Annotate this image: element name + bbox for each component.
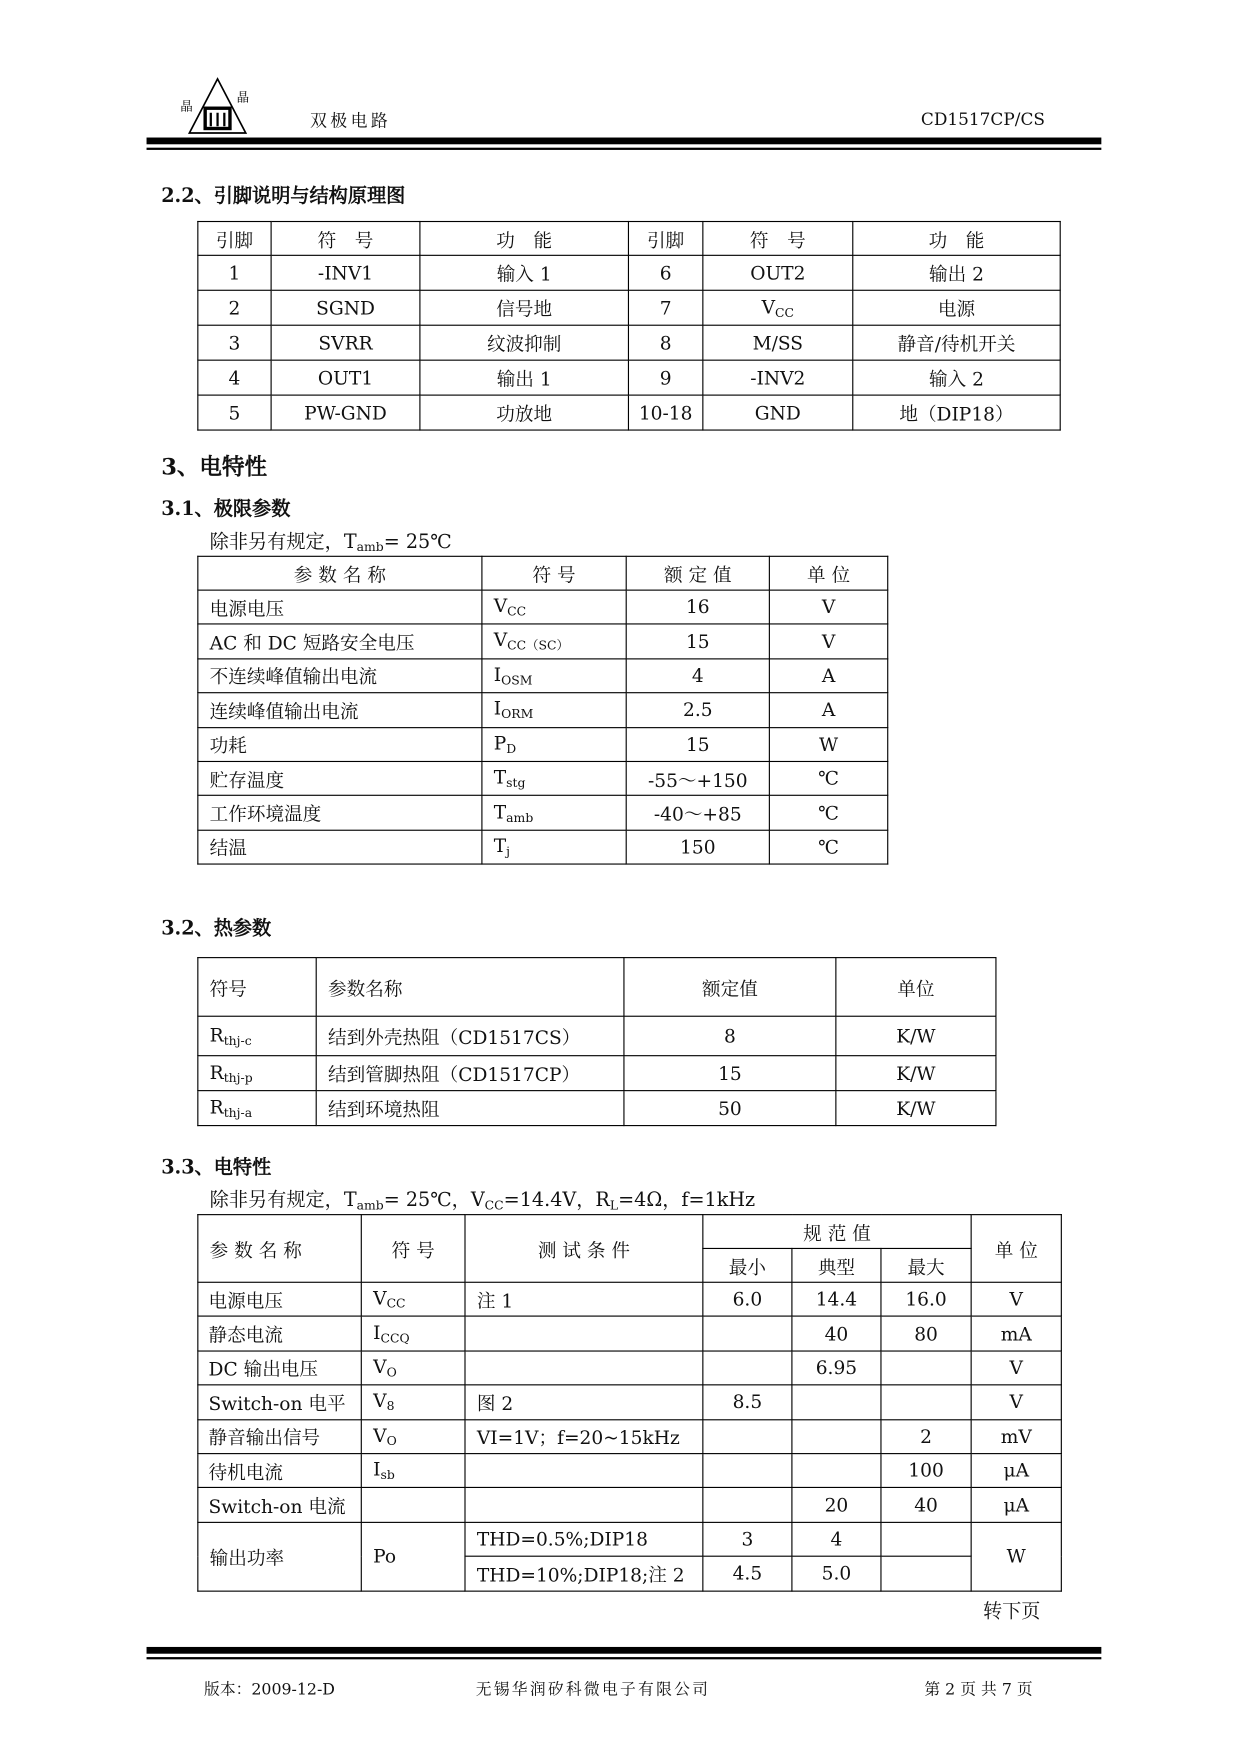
continued-label: 转下页	[982, 1600, 1041, 1624]
table-row	[198, 360, 1060, 395]
section-3-1-title: 3.1、极限参数	[161, 498, 291, 521]
table-cell: 输出 2	[853, 255, 1060, 290]
table-cell: GND	[703, 395, 853, 430]
symbol-text: T	[493, 835, 507, 857]
table-cell: K/W	[836, 1091, 996, 1126]
table-cell: ℃	[769, 830, 887, 864]
symbol-text: T	[493, 800, 507, 823]
symbol-subscript: CCQ	[380, 1330, 410, 1346]
table-cell	[482, 830, 626, 864]
table-cell	[703, 1419, 792, 1453]
table-cell: 40	[792, 1317, 881, 1351]
table-cell: 电源电压	[198, 590, 482, 624]
column-header: 额 定 值	[626, 556, 769, 590]
symbol-text: V	[493, 629, 508, 651]
table-cell	[361, 1419, 465, 1453]
table-row	[198, 1091, 996, 1126]
table-cell: 电源	[853, 290, 1060, 325]
section-3-3-note	[210, 1184, 755, 1213]
table-cell: 工作环境温度	[198, 796, 482, 830]
column-header: 符 号	[703, 222, 853, 256]
table-header-row	[198, 222, 1060, 256]
symbol-text: R	[209, 1061, 224, 1083]
table-cell	[482, 693, 626, 727]
table-cell: 2.5	[626, 693, 769, 727]
table-cell: -55～+150	[626, 761, 769, 795]
symbol-subscript: 8	[386, 1399, 395, 1415]
column-header: 符号	[198, 958, 316, 1017]
symbol-text: I	[493, 698, 502, 720]
table-cell	[361, 1454, 465, 1488]
table-cell: 1	[198, 255, 271, 290]
table-cell	[361, 1317, 465, 1351]
section-3-3-title: 3.3、电特性	[161, 1156, 272, 1180]
table-cell: 15	[624, 1056, 836, 1091]
thermal-table	[197, 957, 996, 1126]
column-header: 参 数 名 称	[198, 556, 482, 590]
column-header: 符 号	[482, 556, 626, 590]
table-cell: ℃	[769, 796, 887, 830]
table-cell: 3	[703, 1522, 792, 1556]
table-cell: 6	[628, 255, 702, 290]
table-cell: 4	[626, 659, 769, 693]
table-cell: 16.0	[881, 1282, 971, 1316]
symbol-text: V	[493, 595, 508, 617]
note-text: = 25℃	[383, 530, 452, 554]
table-cell: 信号地	[420, 290, 629, 325]
column-header: 额定值	[624, 958, 836, 1017]
table-cell	[361, 1351, 465, 1385]
table-cell: THD=10%;DIP18;注 2	[465, 1556, 703, 1590]
table-cell: -40～+85	[626, 796, 769, 830]
table-cell	[881, 1385, 971, 1419]
table-cell	[703, 1488, 792, 1522]
column-header: 符 号	[361, 1215, 465, 1283]
table-cell	[482, 624, 626, 658]
table-cell: 100	[881, 1454, 971, 1488]
symbol-subscript: ORM	[501, 707, 534, 722]
symbol-text: R	[209, 1096, 224, 1118]
table-cell	[482, 659, 626, 693]
table-cell: 2	[198, 290, 271, 325]
table-cell: -INV2	[703, 360, 853, 395]
table-cell: Switch-on 电平	[198, 1385, 361, 1419]
symbol-subscript: thj-p	[223, 1070, 253, 1085]
pin-table	[197, 221, 1060, 431]
table-cell: 8	[624, 1016, 836, 1055]
table-cell	[361, 1282, 465, 1316]
table-cell	[198, 1091, 316, 1126]
table-cell: 输入 1	[420, 255, 629, 290]
table-row	[198, 796, 888, 830]
table-cell: Po	[361, 1522, 465, 1591]
symbol-text: V	[373, 1390, 387, 1412]
table-cell: 电源电压	[198, 1282, 361, 1316]
table-header-row	[198, 556, 888, 590]
symbol-subscript: thj-c	[223, 1033, 252, 1048]
table-cell: Switch-on 电流	[198, 1488, 361, 1522]
symbol-subscript: CC	[507, 604, 527, 620]
column-header: 最大	[881, 1248, 971, 1282]
table-cell	[792, 1419, 881, 1453]
table-cell: 4	[792, 1522, 881, 1556]
table-cell: 20	[792, 1488, 881, 1522]
note-text: = 25℃，V	[383, 1189, 485, 1212]
section-3-1-note	[210, 525, 452, 554]
table-cell: 图 2	[465, 1385, 703, 1419]
table-cell: 15	[626, 727, 769, 761]
table-cell: 结温	[198, 830, 482, 864]
table-cell: THD=0.5%;DIP18	[465, 1522, 703, 1556]
symbol-subscript: D	[506, 741, 517, 757]
column-header: 引脚	[628, 222, 702, 256]
table-row	[198, 395, 1060, 430]
absolute-max-table	[197, 556, 888, 865]
table-cell: 功耗	[198, 727, 482, 761]
table-cell: 80	[881, 1317, 971, 1351]
electrical-table	[197, 1214, 1062, 1591]
table-cell: V	[971, 1385, 1061, 1419]
column-header: 单位	[836, 958, 996, 1017]
table-row	[198, 255, 1060, 290]
note-sub: L	[609, 1198, 619, 1213]
table-cell	[881, 1556, 971, 1590]
column-header: 功 能	[420, 222, 629, 256]
table-cell	[361, 1385, 465, 1419]
table-cell	[465, 1317, 703, 1351]
table-cell: 输入 2	[853, 360, 1060, 395]
symbol-subscript: O	[386, 1433, 397, 1449]
table-cell: W	[971, 1522, 1061, 1591]
table-cell: DC 输出电压	[198, 1351, 361, 1385]
column-header: 最小	[703, 1248, 792, 1282]
table-cell: PW-GND	[271, 395, 420, 430]
symbol-text: V	[373, 1356, 387, 1378]
table-cell: V	[971, 1351, 1061, 1385]
company-logo	[180, 77, 254, 136]
table-cell	[881, 1522, 971, 1556]
note-sub: CC	[484, 1198, 504, 1213]
table-cell	[703, 1351, 792, 1385]
table-cell: 连续峰值输出电流	[198, 693, 482, 727]
table-cell: 3	[198, 325, 271, 360]
table-cell: K/W	[836, 1056, 996, 1091]
table-cell: 50	[624, 1091, 836, 1126]
table-cell: mV	[971, 1419, 1061, 1453]
symbol-subscript: CC	[386, 1296, 406, 1312]
table-cell: 结到环境热阻	[316, 1091, 624, 1126]
table-cell: 10-18	[628, 395, 702, 430]
column-header: 参数名称	[316, 958, 624, 1017]
symbol-text: P	[493, 732, 507, 754]
table-cell: SVRR	[271, 325, 420, 360]
table-cell	[792, 1454, 881, 1488]
table-cell	[482, 727, 626, 761]
table-cell: 16	[626, 590, 769, 624]
table-row	[198, 1317, 1062, 1351]
symbol-subscript: stg	[506, 775, 526, 791]
table-cell	[198, 1056, 316, 1091]
section-3-2-title: 3.2、热参数	[161, 917, 272, 941]
table-cell: 贮存温度	[198, 761, 482, 795]
table-header-row	[198, 1215, 1062, 1249]
column-header: 符 号	[271, 222, 420, 256]
footer-rule-thin	[147, 1657, 1102, 1659]
table-cell: 8.5	[703, 1385, 792, 1419]
header-part-number: CD1517CP/CS	[920, 109, 1045, 130]
table-cell: A	[769, 693, 887, 727]
table-cell	[361, 1488, 465, 1522]
table-cell	[482, 590, 626, 624]
table-cell: 15	[626, 624, 769, 658]
symbol-text: T	[493, 766, 507, 789]
symbol-subscript: CC	[775, 304, 795, 320]
table-row	[198, 1016, 996, 1055]
table-cell: 2	[881, 1419, 971, 1453]
table-cell: 7	[628, 290, 702, 325]
note-text: =14.4V，R	[503, 1189, 610, 1212]
table-cell: OUT1	[271, 360, 420, 395]
symbol-text: R	[209, 1024, 224, 1046]
symbol-text: I	[373, 1458, 381, 1481]
table-cell: ℃	[769, 761, 887, 795]
table-row	[198, 693, 888, 727]
header-rule-thick	[147, 138, 1102, 145]
table-cell: 注 1	[465, 1282, 703, 1316]
symbol-subscript: amb	[506, 809, 534, 825]
table-cell: 150	[626, 830, 769, 864]
section-3-title: 3、电特性	[161, 453, 268, 481]
table-cell: 纹波抑制	[420, 325, 629, 360]
table-cell: 功放地	[420, 395, 629, 430]
symbol-text: I	[373, 1321, 381, 1344]
table-cell	[881, 1351, 971, 1385]
table-cell: M/SS	[703, 325, 853, 360]
table-cell: mA	[971, 1317, 1061, 1351]
table-cell: A	[769, 659, 887, 693]
note-sub: amb	[356, 539, 384, 555]
table-cell	[198, 1016, 316, 1055]
symbol-subscript: O	[386, 1365, 397, 1380]
column-header: 典型	[792, 1248, 881, 1282]
table-cell	[703, 1454, 792, 1488]
footer-rule-thick	[147, 1647, 1102, 1654]
table-cell	[703, 1317, 792, 1351]
table-cell: 待机电流	[198, 1454, 361, 1488]
table-cell	[465, 1351, 703, 1385]
table-cell: 6.95	[792, 1351, 881, 1385]
table-cell: V	[971, 1282, 1061, 1316]
footer-version: 版本：2009-12-D	[204, 1680, 335, 1699]
table-cell	[465, 1454, 703, 1488]
table-cell: 5.0	[792, 1556, 881, 1590]
table-cell: 输出功率	[198, 1522, 361, 1591]
note-sub: amb	[356, 1198, 384, 1213]
symbol-subscript: sb	[380, 1467, 395, 1483]
column-header: 引脚	[198, 222, 271, 256]
table-cell: 静音输出信号	[198, 1419, 361, 1453]
table-cell: 不连续峰值输出电流	[198, 659, 482, 693]
table-row	[198, 830, 888, 864]
table-cell: AC 和 DC 短路安全电压	[198, 624, 482, 658]
table-row	[198, 1522, 1062, 1556]
table-cell: 5	[198, 395, 271, 430]
footer-company: 无锡华润矽科微电子有限公司	[475, 1680, 711, 1699]
note-text: =4Ω，f=1kHz	[618, 1189, 756, 1212]
header-category: 双极电路	[309, 110, 392, 131]
table-cell: VI=1V；f=20~15kHz	[465, 1419, 703, 1453]
table-row	[198, 727, 888, 761]
column-header: 测 试 条 件	[465, 1215, 703, 1283]
table-cell	[482, 796, 626, 830]
table-row	[198, 325, 1060, 360]
table-cell: 结到外壳热阻（CD1517CS）	[316, 1016, 624, 1055]
table-cell: μA	[971, 1454, 1061, 1488]
table-cell: μA	[971, 1488, 1061, 1522]
table-row	[198, 761, 888, 795]
table-cell: 4.5	[703, 1556, 792, 1590]
table-cell: 静态电流	[198, 1317, 361, 1351]
table-cell: 40	[881, 1488, 971, 1522]
table-cell: W	[769, 727, 887, 761]
table-cell: OUT2	[703, 255, 853, 290]
table-cell: 地（DIP18）	[853, 395, 1060, 430]
table-cell: 结到管脚热阻（CD1517CP）	[316, 1056, 624, 1091]
symbol-subscript: j	[506, 844, 511, 859]
table-row	[198, 1056, 996, 1091]
symbol-subscript: thj-a	[223, 1105, 253, 1120]
table-row	[198, 624, 888, 658]
table-cell: 8	[628, 325, 702, 360]
column-header: 规 范 值	[703, 1215, 971, 1249]
table-row	[198, 1488, 1062, 1522]
table-cell: SGND	[271, 290, 420, 325]
symbol-text: I	[493, 663, 502, 686]
table-row	[198, 1351, 1062, 1385]
column-header: 参 数 名 称	[198, 1215, 361, 1283]
note-text: 除非另有规定，T	[209, 1189, 357, 1212]
table-cell: 静音/待机开关	[853, 325, 1060, 360]
table-cell	[703, 290, 853, 325]
symbol-subscript: OSM	[501, 672, 533, 688]
table-cell: 输出 1	[420, 360, 629, 395]
section-2-2-title: 2.2、引脚说明与结构原理图	[161, 184, 406, 208]
header-rule-thin	[147, 148, 1102, 150]
table-cell	[482, 761, 626, 795]
table-cell: V	[769, 590, 887, 624]
symbol-subscript: CC（SC）	[507, 638, 569, 653]
table-row	[198, 1385, 1062, 1419]
table-row	[198, 590, 888, 624]
table-row	[198, 659, 888, 693]
table-cell: 14.4	[792, 1282, 881, 1316]
table-row	[198, 1419, 1062, 1453]
table-cell: K/W	[836, 1016, 996, 1055]
table-row	[198, 290, 1060, 325]
column-header: 功 能	[853, 222, 1060, 256]
table-row	[198, 1282, 1062, 1316]
symbol-text: V	[373, 1287, 387, 1309]
column-header: 单 位	[971, 1215, 1061, 1283]
note-text: 除非另有规定，T	[209, 530, 357, 554]
table-row	[198, 1454, 1062, 1488]
table-cell: -INV1	[271, 255, 420, 290]
svg-text:晶: 晶	[236, 89, 250, 105]
table-cell	[792, 1385, 881, 1419]
column-header: 单 位	[769, 556, 887, 590]
symbol-text: V	[373, 1424, 387, 1447]
svg-text:晶: 晶	[180, 98, 193, 114]
table-cell: 6.0	[703, 1282, 792, 1316]
symbol-text: V	[761, 295, 776, 318]
table-cell	[465, 1488, 703, 1522]
footer-page: 第 2 页 共 7 页	[924, 1680, 1033, 1699]
table-cell: 4	[198, 360, 271, 395]
table-header-row	[198, 958, 996, 1017]
table-cell: 9	[628, 360, 702, 395]
table-cell: V	[769, 624, 887, 658]
